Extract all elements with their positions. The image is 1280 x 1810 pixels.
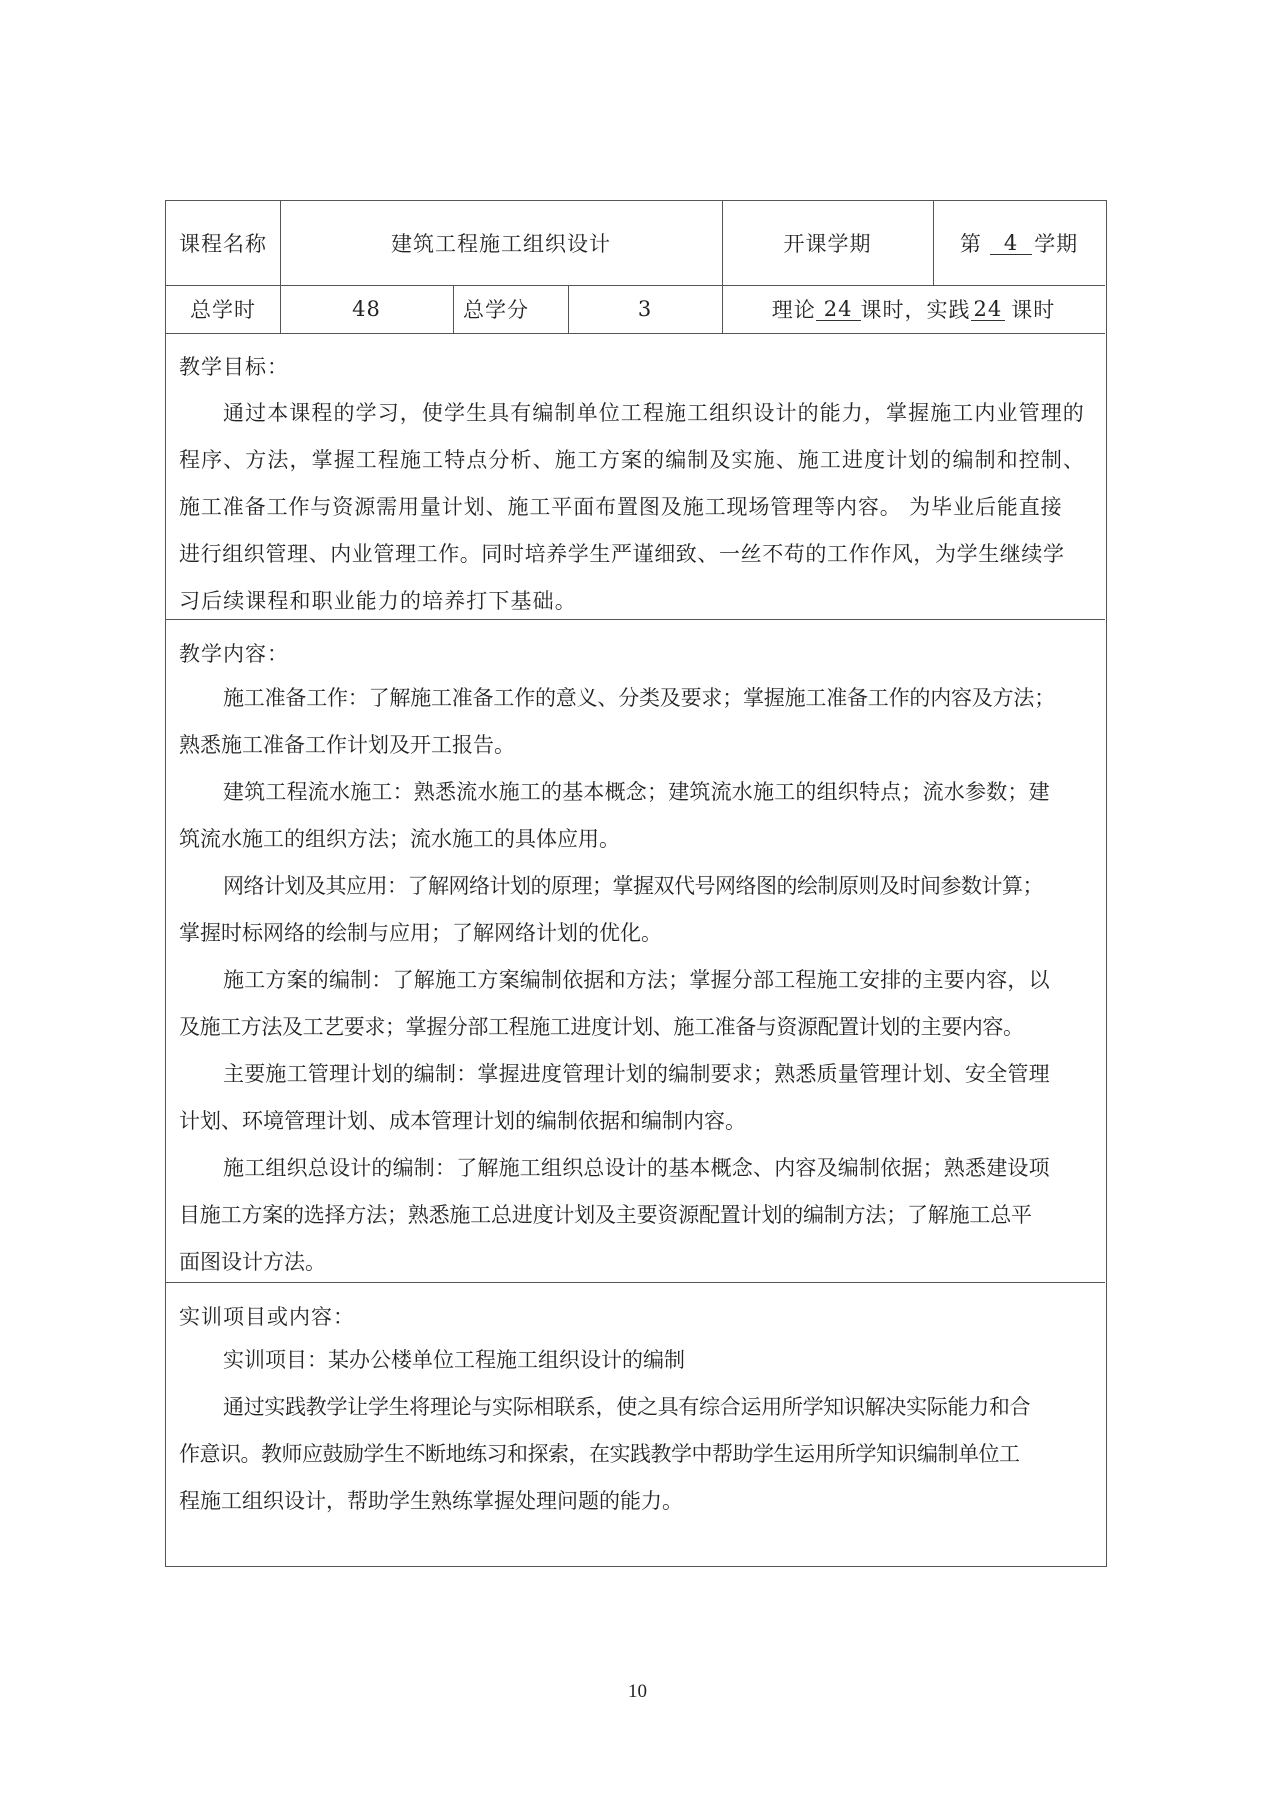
course-name-value: 建筑工程施工组织设计 xyxy=(391,232,611,256)
practice-suffix: 课时 xyxy=(1011,298,1056,322)
objectives-line: 习后续课程和职业能力的培养打下基础。 xyxy=(179,589,577,613)
content-line: 网络计划及其应用：了解网络计划的原理；掌握双代号网络图的绘制原则及时间参数计算； xyxy=(223,874,1043,898)
row-divider xyxy=(166,619,1105,620)
total-credits-label: 总学分 xyxy=(463,298,529,322)
semester-suffix: 学期 xyxy=(1034,232,1079,256)
theory-hours: 24 xyxy=(816,298,861,321)
objectives-line: 通过本课程的学习，使学生具有编制单位工程施工组织设计的能力，掌握施工内业管理的 xyxy=(223,401,1085,425)
total-credits-value: 3 xyxy=(637,297,653,321)
course-name-label: 课程名称 xyxy=(179,232,267,256)
content-line: 熟悉施工准备工作计划及开工报告。 xyxy=(179,733,515,757)
objectives-line: 程序、方法，掌握工程施工特点分析、施工方案的编制及实施、施工进度计划的编制和控制、 xyxy=(179,448,1086,472)
content-line: 面图设计方法。 xyxy=(179,1250,326,1274)
content-line: 筑流水施工的组织方法；流水施工的具体应用。 xyxy=(179,827,620,851)
row-divider xyxy=(166,333,1105,334)
content-line: 目施工方案的选择方法；熟悉施工总进度计划及主要资源配置计划的编制方法；了解施工总平 xyxy=(179,1203,1032,1227)
total-hours-value: 48 xyxy=(352,297,381,321)
row-divider xyxy=(166,1282,1105,1283)
training-line: 通过实践教学让学生将理论与实际相联系，使之具有综合运用所学知识解决实际能力和合 xyxy=(223,1395,1031,1419)
hours-breakdown-cell xyxy=(722,285,1105,333)
content-line: 计划、环境管理计划、成本管理计划的编制依据和编制内容。 xyxy=(179,1109,746,1133)
total-hours-label: 总学时 xyxy=(190,298,256,322)
training-line: 作意识。教师应鼓励学生不断地练习和探索，在实践教学中帮助学生运用所学知识编制单位工 xyxy=(179,1442,1020,1466)
content-line: 掌握时标网络的绘制与应用；了解网络计划的优化。 xyxy=(179,921,662,945)
course-table xyxy=(165,200,1107,1567)
objectives-line: 施工准备工作与资源需用量计划、施工平面布置图及施工现场管理等内容。 为毕业后能直接 xyxy=(179,495,1063,519)
semester-label: 开课学期 xyxy=(783,232,872,256)
training-line: 程施工组织设计，帮助学生熟练掌握处理问题的能力。 xyxy=(179,1489,683,1513)
page-number: 10 xyxy=(628,1681,647,1702)
semester-value-cell xyxy=(933,201,1105,285)
theory-suffix: 课时，实践 xyxy=(860,298,971,322)
content-line: 及施工方法及工艺要求；掌握分部工程施工进度计划、施工准备与资源配置计划的主要内容。 xyxy=(179,1015,1024,1039)
semester-number: 4 xyxy=(990,232,1032,255)
objectives-title: 教学目标： xyxy=(179,355,289,379)
content-line: 施工方案的编制：了解施工方案编制依据和方法；掌握分部工程施工安排的主要内容，以 xyxy=(223,968,1050,992)
objectives-line: 进行组织管理、内业管理工作。同时培养学生严谨细致、一丝不苟的工作作风，为学生继续学 xyxy=(179,542,1065,566)
content-line: 施工组织总设计的编制：了解施工组织总设计的基本概念、内容及编制依据；熟悉建设项 xyxy=(223,1156,1050,1180)
content-line: 主要施工管理计划的编制：掌握进度管理计划的编制要求；熟悉质量管理计划、安全管理 xyxy=(223,1062,1050,1086)
content-line: 施工准备工作：了解施工准备工作的意义、分类及要求；掌握施工准备工作的内容及方法； xyxy=(223,686,1055,710)
content-line: 建筑工程流水施工：熟悉流水施工的基本概念；建筑流水施工的组织特点；流水参数；建 xyxy=(223,780,1050,804)
theory-prefix: 理论 xyxy=(771,298,816,322)
content-title: 教学内容： xyxy=(179,642,289,666)
semester-prefix: 第 xyxy=(959,232,982,256)
training-title: 实训项目或内容： xyxy=(179,1305,355,1329)
training-line: 实训项目：某办公楼单位工程施工组织设计的编制 xyxy=(223,1348,685,1372)
practice-hours: 24 xyxy=(971,298,1006,321)
